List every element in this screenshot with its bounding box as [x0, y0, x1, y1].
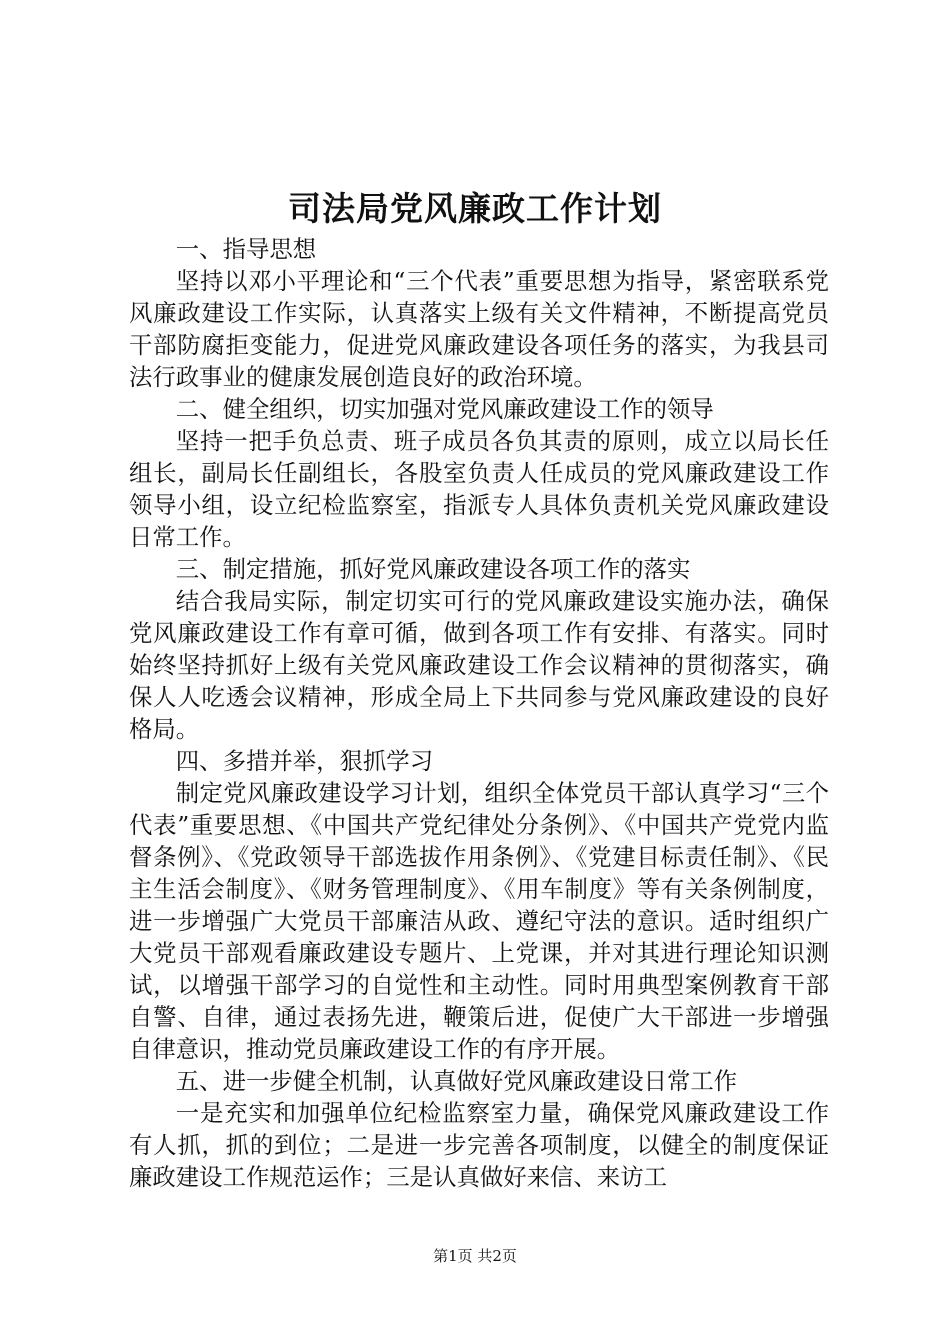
document-title: 司法局党风廉政工作计划	[288, 189, 662, 228]
page-number: 第1页 共2页	[433, 1247, 517, 1265]
section-heading-2: 二、健全组织，切实加强对党风廉政建设工作的领导	[175, 395, 714, 423]
paragraph-2: 坚持一把手负总责、班子成员各负其责的原则，成立以局长任组长，副局长任副组长，各股室负责人任成员的党风廉政建设工作领导小组，设立纪检监察室，指派专人具体负责机关党风廉政建设日常工作。	[129, 427, 829, 551]
section-heading-4: 四、多措并举，狠抓学习	[175, 747, 434, 775]
paragraph-1: 坚持以邓小平理论和“三个代表”重要思想为指导，紧密联系党风廉政建设工作实际，认真落实上级有关文件精神，不断提高党员干部防腐拒变能力，促进党风廉政建设各项任务的落实，为我县司法行政事业的健康发展创造良好的政治环境。	[129, 267, 829, 391]
paragraph-4: 制定党风廉政建设学习计划，组织全体党员干部认真学习“三个代表”重要思想、《中国共产党纪律处分条例》、《中国共产党党内监督条例》、《党政领导干部选拔作用条例》、《党建目标责任制》、《民主生活会制度》、《财务管理制度》、《用车制度》等有关条例制度，进一步增强广大党员干部廉洁从政、遵纪守法的意识。适时组织广大党员干部观看廉政建设专题片、上党课，并对其进行理论知识测试，以增强干部学习的自觉性和主动性。同时用典型案例教育干部自警、自律，通过表扬先进，鞭策后进，促使广大干部进一步增强自律意识，推动党员廉政建设工作的有序开展。	[129, 779, 829, 1063]
document-body	[129, 233, 829, 1193]
section-heading-3: 三、制定措施，抓好党风廉政建设各项工作的落实	[175, 555, 691, 583]
paragraph-3: 结合我局实际，制定切实可行的党风廉政建设实施办法，确保党风廉政建设工作有章可循，做到各项工作有安排、有落实。同时始终坚持抓好上级有关党风廉政建设工作会议精神的贯彻落实，确保人人吃透会议精神，形成全局上下共同参与党风廉政建设的良好格局。	[129, 587, 829, 743]
section-heading-5: 五、进一步健全机制，认真做好党风廉政建设日常工作	[175, 1067, 738, 1095]
paragraph-5: 一是充实和加强单位纪检监察室力量，确保党风廉政建设工作有人抓，抓的到位；二是进一步完善各项制度，以健全的制度保证廉政建设工作规范运作；三是认真做好来信、来访工	[129, 1099, 829, 1191]
section-heading-1: 一、指导思想	[175, 235, 317, 263]
